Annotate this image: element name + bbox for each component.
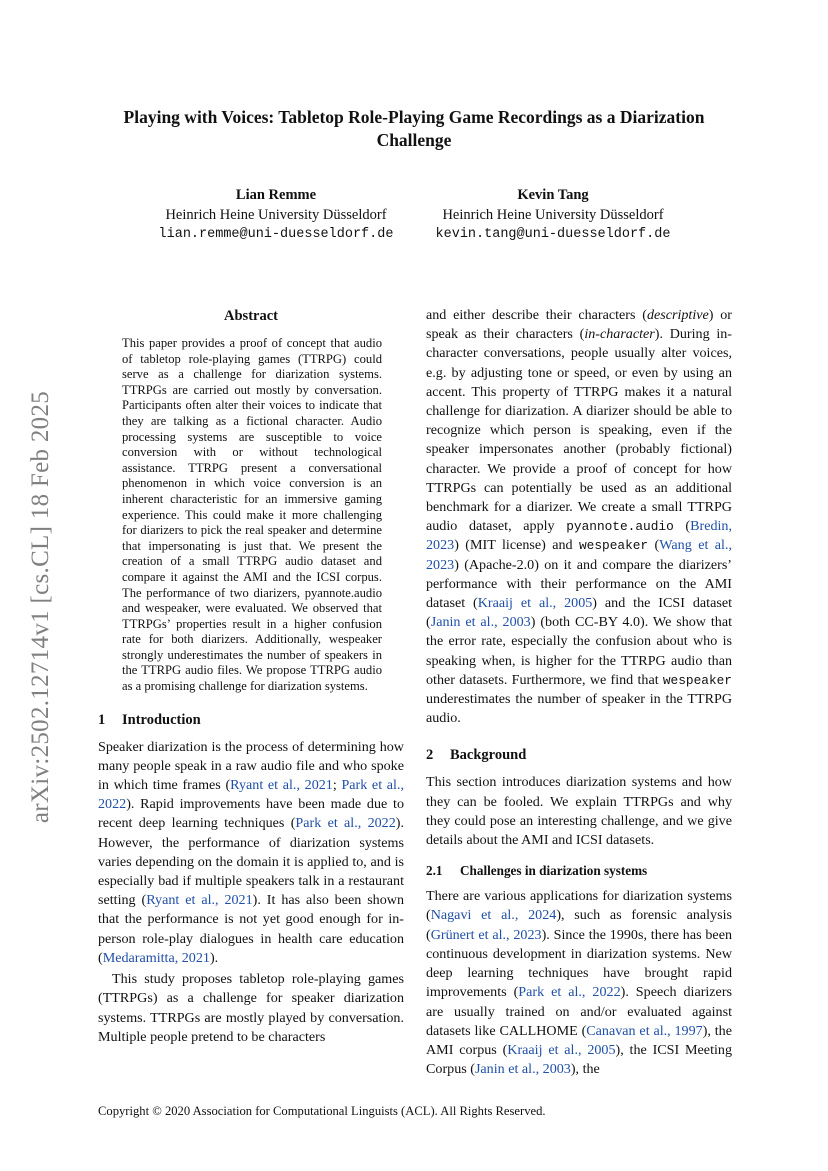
abstract-heading: Abstract — [224, 308, 278, 324]
author-name: Kevin Tang — [517, 187, 589, 203]
citation-link[interactable]: Park et al., 2022 — [518, 984, 621, 1001]
section-number: 1 — [98, 711, 106, 728]
left-column — [98, 306, 404, 1047]
subsection-number: 2.1 — [426, 863, 443, 879]
author-name: Lian Remme — [235, 187, 317, 203]
section-heading-introduction — [98, 710, 404, 730]
citation-link[interactable]: Park et al., 2022 — [295, 815, 396, 832]
intro-paragraph-continued: and either describe their characters (descriptive) or speak as their characters (in-character). During in-character conversations, people usually alter voices, e.g. by adjusting tone or speed, or even by using an accent. This property of TTRPG makes it a natural challenge for diarization. A diarizer should be able to recognize which person is speaking, even if the speaker impersonates another (probably fictional) character. We provide a proof of concept for how TTRPGs can potentially be used as an additional benchmark for a diarizer. We create a small TTRPG audio dataset, apply pyannote.audio (Bredin, 2023) (MIT license) and wespeaker (Wang et al., 2023) (Apache-2.0) on it and compare the diarizers’ performance with their performance on the AMI dataset (Kraaij et al., 2005) and the ICSI dataset (Janin et al., 2003) (both CC-BY 4.0). We show that the error rate, especially the confusion about who is speaking when, is higher for the TTRPG audio than other datasets. Furthermore, we find that wespeaker underestimates the number of speaker in the TTRPG audio. — [426, 307, 733, 727]
intro-paragraph-2: This study proposes tabletop role-playing games (TTRPGs) as a challenge for speaker diarization systems. TTRPGs are mostly played by conversation. Multiple people pretend to be characters — [98, 971, 404, 1045]
abstract-text: This paper provides a proof of concept that audio of tabletop role-playing games (TTRPG) could serve as a challenge for diarization systems. TTRPGs are carried out mostly by conversation. Participants often alter their voices to indicate that they are talking as a fictional character. Audio processing systems are susceptible to voice conversion with or without technological assistance. TTRPG present a conversational phenomenon in which voice conversion is an inherent characteristic for an immersive gaming experience. This could make it more challenging for diarizers to pick the real speaker and determine that impersonating is just that. We present the creation of a small TTRPG audio dataset and compare it against the AMI and the ICSI corpus. The performance of two diarizers, pyannote.audio and wespeaker, were evaluated. We observed that TTRPGs’ properties result in a higher confusion rate for both diarizers. Additionally, wespeaker strongly underestimates the number of speakers in the TTRPG audio files. We propose TTRPG audio as a promising challenge for diarization systems. — [122, 336, 382, 694]
challenges-paragraph: There are various applications for diarization systems (Nagavi et al., 2024), such as forensic analysis (Grünert et al., 2023). Since the 1990s, there has been continuous development in diarization systems. New deep learning techniques have brought rapid improvements (Park et al., 2022). Speech diarizers are usually trained on and/or evaluated against datasets like CALLHOME (Canavan et al., 1997), the AMI corpus (Kraaij et al., 2005), the ICSI Meeting Corpus (Janin et al., 2003), the — [426, 888, 732, 1078]
author-affiliation: Heinrich Heine University Düsseldorf — [442, 207, 664, 223]
subsection-heading-challenges — [426, 862, 732, 880]
arxiv-id: arXiv:2502.12714v1 [cs.CL] 18 Feb 2025 — [27, 390, 55, 823]
citation-link[interactable]: Grünert et al., 2023 — [430, 926, 542, 943]
arxiv-stamp — [27, 364, 55, 849]
citation-link[interactable]: Park et al., 2022 — [98, 777, 404, 813]
citation-link[interactable]: Ryant et al., 2021 — [146, 892, 253, 909]
author-affiliation: Heinrich Heine University Düsseldorf — [165, 207, 387, 223]
citation-link[interactable]: Canavan et al., 1997 — [586, 1022, 703, 1039]
citation-link[interactable]: Medaramitta, 2021 — [102, 949, 210, 966]
paper-title: Playing with Voices: Tabletop Role-Playing Game Recordings as a Diarization Challenge — [123, 107, 705, 150]
code-text: wespeaker — [662, 672, 732, 688]
citation-link[interactable]: Janin et al., 2003 — [430, 614, 531, 631]
section-number: 2 — [426, 747, 434, 764]
emphasis-text: descriptive — [646, 307, 709, 323]
author-email[interactable]: lian.remme@uni-duesseldorf.de — [158, 227, 394, 242]
citation-link[interactable]: Kraaij et al., 2005 — [477, 595, 593, 612]
emphasis-text: in-character — [584, 326, 655, 343]
background-paragraph: This section introduces diarization systems and how they can be fooled. We explain TTRPGs and why they could pose an interesting challenge, and we give details about the AMI and ICSI datasets. — [426, 774, 732, 849]
copyright-footer: Copyright © 2020 Association for Computational Linguists (ACL). All Rights Reserved. — [98, 1104, 546, 1118]
author-block-1 — [126, 185, 426, 245]
right-column — [426, 306, 732, 1079]
intro-paragraph-1: Speaker diarization is the process of determining how many people speak in a raw audio file and who spoke in which time frames (Ryant et al., 2021; Park et al., 2022). Rapid improvements have been made due to recent deep learning techniques (Park et al., 2022). However, the performance of diarization systems varies depending on the domain it is applied to, and is especially bad if multiple speakers talk in a restaurant setting (Ryant et al., 2021). It has also been shown that the performance is not yet good enough for in-person role-play dialogues in health care education (Medaramitta, 2021). — [98, 738, 404, 966]
section-title: Background — [450, 747, 527, 764]
author-block-2 — [403, 185, 703, 245]
citation-link[interactable]: Ryant et al., 2021 — [230, 777, 333, 794]
subsection-title: Challenges in diarization systems — [460, 863, 648, 879]
citation-link[interactable]: Janin et al., 2003 — [474, 1061, 571, 1078]
code-text: pyannote.audio — [566, 519, 674, 535]
author-email[interactable]: kevin.tang@uni-duesseldorf.de — [435, 227, 671, 242]
section-title: Introduction — [122, 711, 201, 728]
citation-link[interactable]: Kraaij et al., 2005 — [507, 1041, 616, 1058]
citation-link[interactable]: Bredin, 2023 — [426, 518, 732, 554]
citation-link[interactable]: Wang et al., 2023 — [426, 537, 732, 573]
code-text: wespeaker — [579, 538, 649, 554]
citation-link[interactable]: Nagavi et al., 2024 — [430, 907, 557, 924]
section-heading-background — [426, 745, 732, 765]
